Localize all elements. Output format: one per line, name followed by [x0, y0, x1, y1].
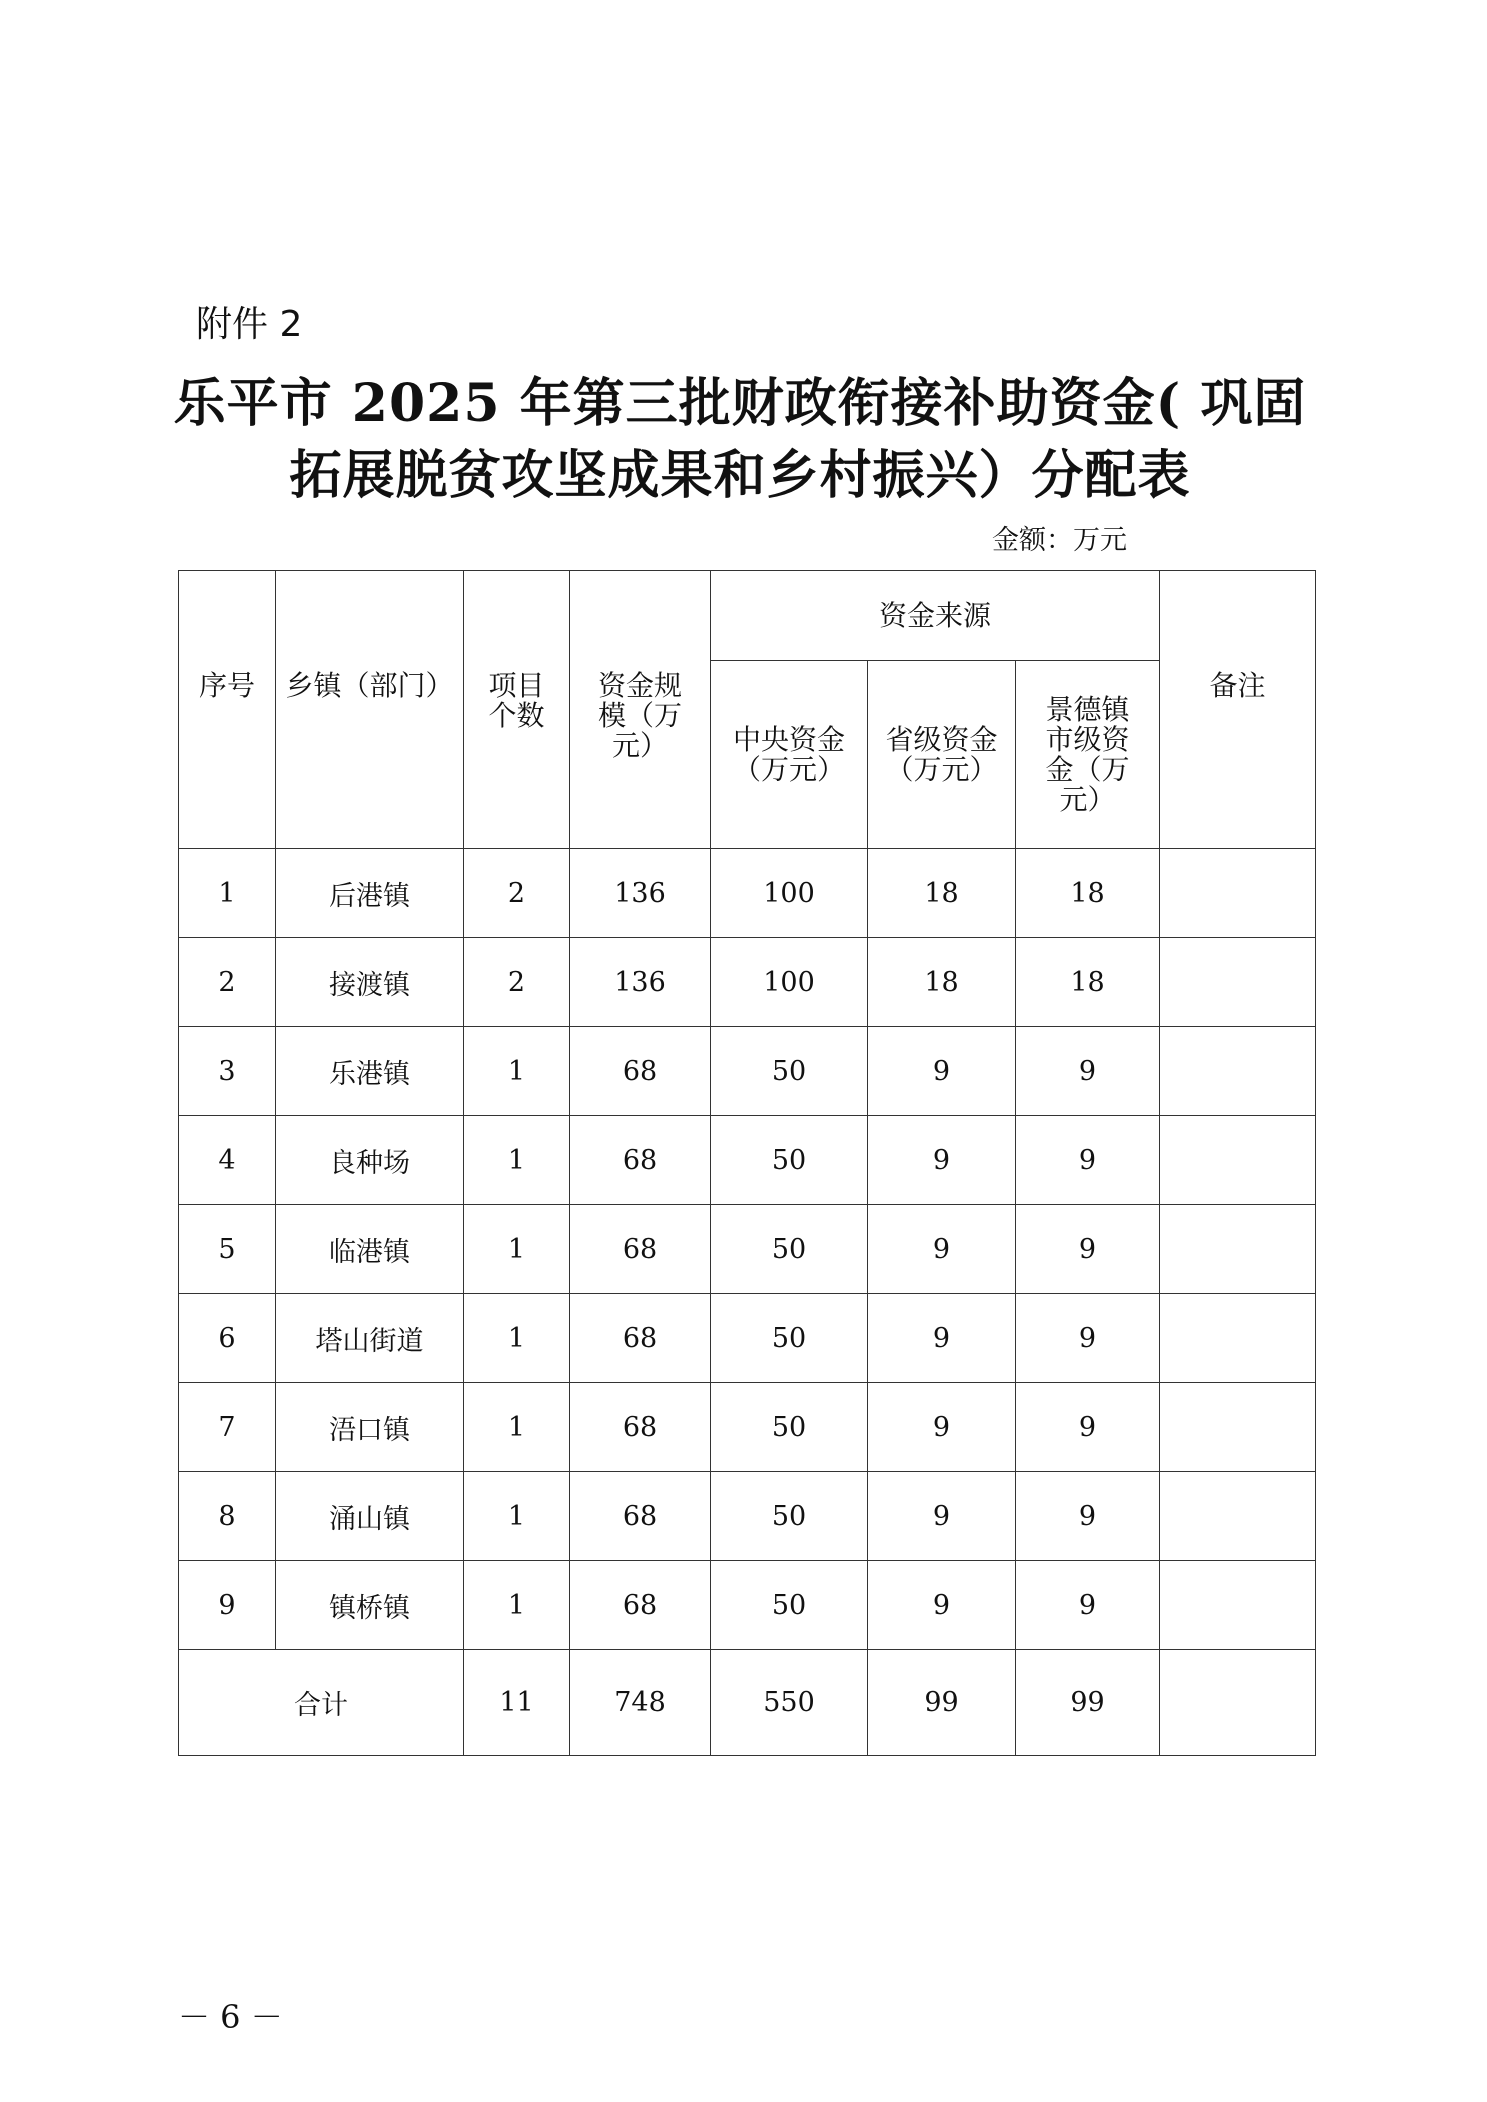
- cell-provincial: 9: [868, 1561, 1016, 1650]
- cell-municipal: 9: [1016, 1561, 1160, 1650]
- cell-provincial: 9: [868, 1116, 1016, 1205]
- cell-remark: [1160, 1116, 1316, 1205]
- cell-town: 接渡镇: [276, 938, 464, 1027]
- cell-central: 50: [711, 1027, 868, 1116]
- cell-town: 塔山街道: [276, 1294, 464, 1383]
- cell-municipal: 9: [1016, 1294, 1160, 1383]
- header-provincial: 省级资金（万元）: [868, 661, 1016, 849]
- cell-provincial: 9: [868, 1205, 1016, 1294]
- header-remark: 备注: [1160, 571, 1316, 849]
- cell-remark: [1160, 1205, 1316, 1294]
- cell-seq: 7: [179, 1383, 276, 1472]
- total-projects: 11: [464, 1650, 570, 1756]
- cell-scale: 136: [570, 938, 711, 1027]
- header-scale: 资金规模（万元）: [570, 571, 711, 849]
- cell-town: 良种场: [276, 1116, 464, 1205]
- table-row: [179, 849, 1316, 938]
- table-row: [179, 1294, 1316, 1383]
- attachment-label: 附件 2: [196, 304, 303, 345]
- cell-provincial: 9: [868, 1383, 1016, 1472]
- cell-central: 50: [711, 1116, 868, 1205]
- cell-municipal: 9: [1016, 1205, 1160, 1294]
- cell-projects: 1: [464, 1205, 570, 1294]
- header-seq: 序号: [179, 571, 276, 849]
- cell-municipal: 9: [1016, 1472, 1160, 1561]
- cell-seq: 5: [179, 1205, 276, 1294]
- cell-provincial: 18: [868, 938, 1016, 1027]
- cell-seq: 1: [179, 849, 276, 938]
- total-remark: [1160, 1650, 1316, 1756]
- header-town: 乡镇（部门）: [276, 571, 464, 849]
- cell-central: 50: [711, 1561, 868, 1650]
- header-central: 中央资金（万元）: [711, 661, 868, 849]
- table-row: [179, 1472, 1316, 1561]
- cell-central: 100: [711, 849, 868, 938]
- cell-municipal: 9: [1016, 1116, 1160, 1205]
- cell-remark: [1160, 1027, 1316, 1116]
- page-number: － 6 －: [178, 1998, 283, 2036]
- cell-scale: 68: [570, 1561, 711, 1650]
- header-municipal: 景德镇市级资金（万元）: [1016, 661, 1160, 849]
- cell-provincial: 9: [868, 1027, 1016, 1116]
- cell-scale: 68: [570, 1383, 711, 1472]
- cell-town: 浯口镇: [276, 1383, 464, 1472]
- table-row: [179, 1205, 1316, 1294]
- cell-remark: [1160, 938, 1316, 1027]
- cell-municipal: 18: [1016, 938, 1160, 1027]
- cell-projects: 1: [464, 1116, 570, 1205]
- total-central: 550: [711, 1650, 868, 1756]
- cell-seq: 9: [179, 1561, 276, 1650]
- cell-projects: 2: [464, 938, 570, 1027]
- cell-scale: 68: [570, 1205, 711, 1294]
- allocation-table: [178, 570, 1316, 1756]
- cell-municipal: 9: [1016, 1383, 1160, 1472]
- unit-label: 金额：万元: [992, 525, 1127, 556]
- cell-scale: 68: [570, 1116, 711, 1205]
- cell-projects: 1: [464, 1027, 570, 1116]
- cell-town: 临港镇: [276, 1205, 464, 1294]
- cell-central: 50: [711, 1294, 868, 1383]
- table-row: [179, 938, 1316, 1027]
- cell-remark: [1160, 1561, 1316, 1650]
- table-row: [179, 1116, 1316, 1205]
- header-source-group: 资金来源: [711, 571, 1160, 661]
- total-row: [179, 1650, 1316, 1756]
- cell-provincial: 9: [868, 1294, 1016, 1383]
- table-row: [179, 1383, 1316, 1472]
- cell-central: 100: [711, 938, 868, 1027]
- cell-remark: [1160, 1383, 1316, 1472]
- cell-municipal: 9: [1016, 1027, 1160, 1116]
- cell-seq: 2: [179, 938, 276, 1027]
- cell-remark: [1160, 1472, 1316, 1561]
- cell-seq: 3: [179, 1027, 276, 1116]
- header-projects: 项目个数: [464, 571, 570, 849]
- title-line-2: 拓展脱贫攻坚成果和乡村振兴）分配表: [289, 445, 1191, 506]
- cell-municipal: 18: [1016, 849, 1160, 938]
- cell-central: 50: [711, 1383, 868, 1472]
- cell-projects: 2: [464, 849, 570, 938]
- total-provincial: 99: [868, 1650, 1016, 1756]
- cell-town: 后港镇: [276, 849, 464, 938]
- total-scale: 748: [570, 1650, 711, 1756]
- document-title: [150, 368, 1330, 512]
- cell-scale: 68: [570, 1027, 711, 1116]
- cell-projects: 1: [464, 1561, 570, 1650]
- cell-projects: 1: [464, 1383, 570, 1472]
- cell-provincial: 9: [868, 1472, 1016, 1561]
- cell-town: 镇桥镇: [276, 1561, 464, 1650]
- cell-central: 50: [711, 1472, 868, 1561]
- cell-town: 涌山镇: [276, 1472, 464, 1561]
- table-row: [179, 1561, 1316, 1650]
- table-row: [179, 1027, 1316, 1116]
- cell-seq: 6: [179, 1294, 276, 1383]
- cell-seq: 8: [179, 1472, 276, 1561]
- cell-remark: [1160, 849, 1316, 938]
- cell-projects: 1: [464, 1472, 570, 1561]
- cell-remark: [1160, 1294, 1316, 1383]
- cell-central: 50: [711, 1205, 868, 1294]
- cell-scale: 68: [570, 1472, 711, 1561]
- cell-provincial: 18: [868, 849, 1016, 938]
- cell-scale: 68: [570, 1294, 711, 1383]
- title-line-1: 乐平市 2025 年第三批财政衔接补助资金( 巩固: [173, 373, 1307, 434]
- cell-scale: 136: [570, 849, 711, 938]
- cell-town: 乐港镇: [276, 1027, 464, 1116]
- total-municipal: 99: [1016, 1650, 1160, 1756]
- total-label: 合计: [179, 1650, 464, 1756]
- cell-seq: 4: [179, 1116, 276, 1205]
- cell-projects: 1: [464, 1294, 570, 1383]
